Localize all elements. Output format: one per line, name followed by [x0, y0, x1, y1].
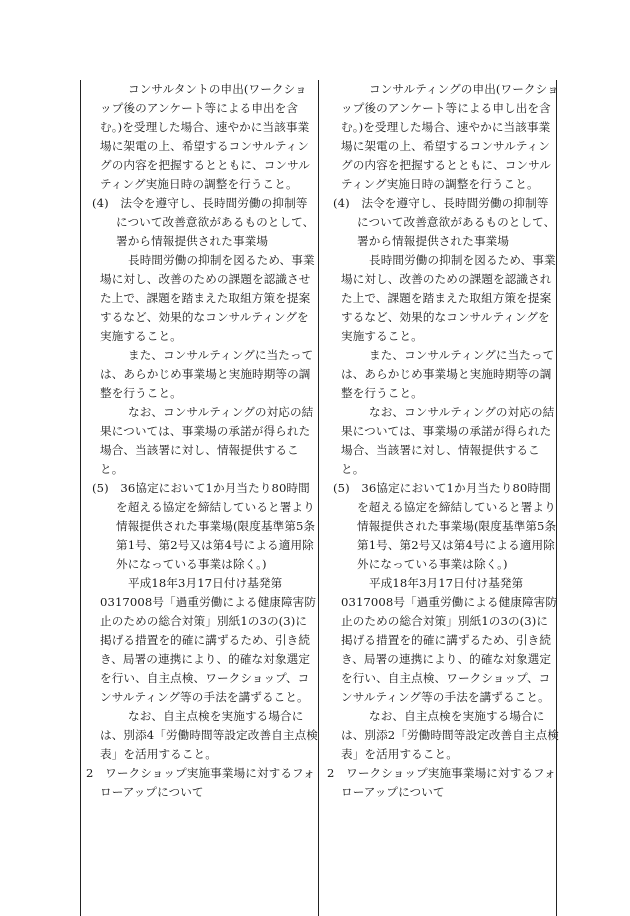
column-rule-left [80, 80, 81, 916]
current-text-column [327, 80, 559, 802]
result-report-paragraph: なお、コンサルティングの対応の結果については、事業場の承諾が得られた場合、当該署に対し、情報提供すること。 [341, 405, 555, 476]
scheduling-paragraph: また、コンサルティングに当たっては、あらかじめ事業場と実施時期等の調整を行うこと。 [100, 348, 314, 400]
section-2-heading: 2 ワークショップ実施事業場に対するフォローアップについて [86, 766, 315, 799]
long-hours-paragraph: 長時間労働の抑制を図るため、事業場に対し、改善のための課題を認識させた上で、課題を踏まえた取組方策を提案するなど、効果的なコンサルティングを実施すること。 [100, 253, 315, 343]
item-5-heading: (5) 36協定において1か月当たり80時間を超える協定を締結していると署より情報提供された事業場(限度基準第5条第1号、第2号又は第4号による適用除外になっている事業は除く。) [333, 481, 557, 571]
self-check-paragraph: なお、自主点検を実施する場合には、別添2「労働時間等設定改善自主点検表」を活用すること。 [341, 709, 559, 761]
consultation-request-paragraph: コンサルタントの申出(ワークショップ後のアンケート等による申出を含む。)を受理した場合、速やかに当該事業場に架電の上、希望するコンサルティングの内容を把握するとともに、コンサルティング実施日時の調整を行うこと。 [100, 82, 310, 191]
item-5-heading: (5) 36協定において1か月当たり80時間を超える協定を締結していると署より情報提供された事業場(限度基準第5条第1号、第2号又は第4号による適用除外になっている事業は除く。) [92, 481, 316, 571]
scheduling-paragraph: また、コンサルティングに当たっては、あらかじめ事業場と実施時期等の調整を行うこと。 [341, 348, 555, 400]
column-rule-middle [318, 80, 319, 916]
long-hours-paragraph: 長時間労働の抑制を図るため、事業場に対し、改善のための課題を認識された上で、課題を踏まえた取組方策を提案するなど、効果的なコンサルティングを実施すること。 [341, 253, 556, 343]
result-report-paragraph: なお、コンサルティングの対応の結果については、事業場の承諾が得られた場合、当該署に対し、情報提供すること。 [100, 405, 314, 476]
item-4-heading: (4) 法令を遵守し、長時間労働の抑制等について改善意欲があるものとして、署から情報提供された事業場 [333, 196, 556, 248]
self-check-paragraph: なお、自主点検を実施する場合には、別添4「労働時間等設定改善自主点検表」を活用すること。 [100, 709, 318, 761]
consultation-request-paragraph: コンサルティングの申出(ワークショップ後のアンケート等による申し出を含む。)を受理した場合、速やかに当該事業場に架電の上、希望するコンサルティングの内容を把握するとともに、コンサルティング実施日時の調整を行うこと。 [341, 82, 559, 191]
item-4-heading: (4) 法令を遵守し、長時間労働の抑制等について改善意欲があるものとして、署から情報提供された事業場 [92, 196, 315, 248]
section-2-heading: 2 ワークショップ実施事業場に対するフォローアップについて [327, 766, 556, 799]
notice-reference-paragraph: 平成18年3月17日付け基発第0317008号「過重労働による健康障害防止のための総合対策」別紙1の3の(3)に掲げる措置を的確に講ずるため、引き続き、局署の連携により、的確な対象選定を行い、自主点検、ワークショップ、コンサルティング等の手法を講ずること。 [100, 576, 317, 704]
notice-reference-paragraph: 平成18年3月17日付け基発第0317008号「過重労働による健康障害防止のための総合対策」別紙1の3の(3)に掲げる措置を的確に講ずるため、引き続き、局署の連携により、的確な対象選定を行い、自主点検、ワークショップ、コンサルティング等の手法を講ずること。 [341, 576, 558, 704]
revised-text-column [86, 80, 318, 802]
